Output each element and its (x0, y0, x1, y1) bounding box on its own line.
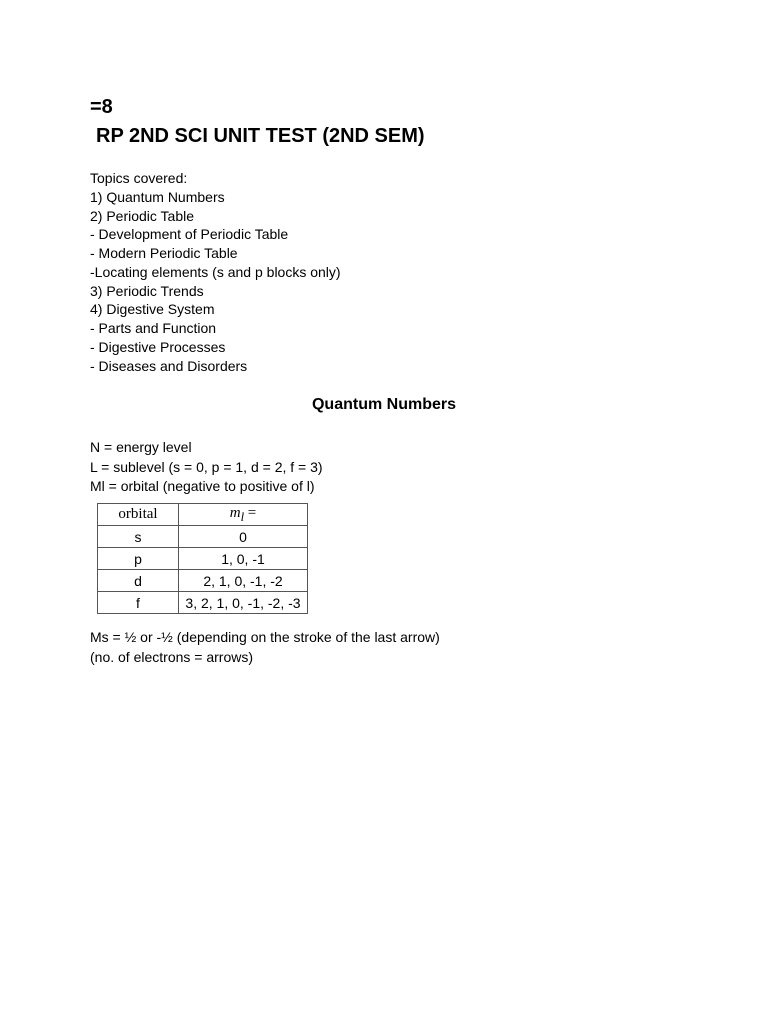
cell-ml: 1, 0, -1 (179, 548, 308, 570)
cell-orbital: p (98, 548, 179, 570)
table-row (98, 570, 308, 592)
topics-list (90, 169, 341, 375)
document-code: =8 (90, 96, 113, 118)
topic-item: 4) Digestive System (90, 301, 215, 318)
topic-item: 1) Quantum Numbers (90, 188, 225, 205)
topic-item: - Diseases and Disorders (90, 357, 248, 374)
topic-item: - Digestive Processes (90, 338, 226, 355)
document-title: RP 2ND SCI UNIT TEST (2ND SEM) (96, 125, 425, 147)
header-orbital: orbital (98, 504, 179, 526)
orbital-table-wrapper (97, 503, 308, 614)
cell-ml: 2, 1, 0, -1, -2 (179, 570, 308, 592)
topic-item: 2) Periodic Table (90, 207, 195, 224)
topics-intro: Topics covered: (90, 170, 188, 186)
ml-symbol: m (229, 504, 241, 521)
table-row (98, 592, 308, 614)
note-ms: Ms = ½ or -½ (depending on the stroke of the last arrow) (90, 629, 440, 645)
topic-item: -Locating elements (s and p blocks only) (90, 263, 341, 280)
topic-item: - Parts and Function (90, 320, 217, 336)
orbital-table (97, 503, 308, 614)
cell-orbital: s (98, 526, 179, 548)
topic-item: 3) Periodic Trends (90, 282, 204, 299)
definition-ml: Ml = orbital (negative to positive of l) (90, 478, 315, 494)
section-heading-quantum: Quantum Numbers (311, 396, 456, 413)
ml-suffix: = (244, 504, 257, 521)
topic-item: - Modern Periodic Table (90, 245, 238, 261)
quantum-notes (90, 628, 440, 667)
topic-item: - Development of Periodic Table (90, 226, 289, 243)
cell-orbital: f (98, 592, 179, 614)
header-ml (179, 504, 308, 526)
cell-orbital: d (98, 570, 179, 592)
definition-l: L = sublevel (s = 0, p = 1, d = 2, f = 3) (90, 458, 323, 475)
ml-subscript: l (240, 509, 245, 524)
table-row (98, 526, 308, 548)
quantum-definitions (90, 438, 323, 497)
cell-ml: 3, 2, 1, 0, -1, -2, -3 (179, 592, 308, 614)
definition-n: N = energy level (90, 439, 192, 455)
cell-ml: 0 (179, 526, 308, 548)
table-row (98, 548, 308, 570)
note-electrons: (no. of electrons = arrows) (90, 648, 254, 665)
table-header-row (98, 504, 308, 526)
